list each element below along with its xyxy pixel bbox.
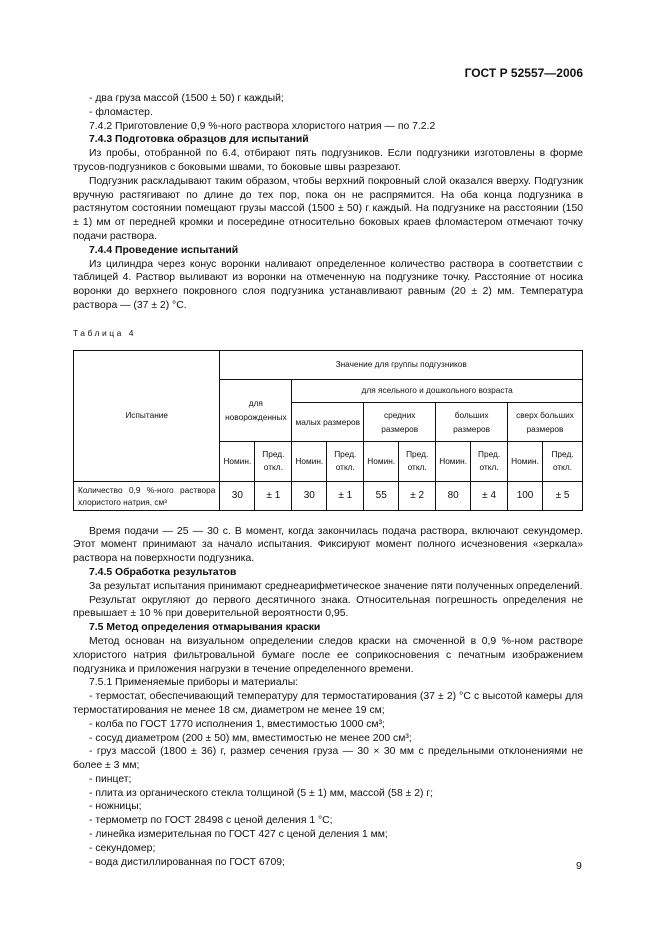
table-cell: ± 1 bbox=[327, 481, 364, 510]
paragraph: Из цилиндра через конус воронки наливают определенное количество раствора в соответствии с таблицей 4. Раствор выливают из воронки на отмеченную на подгузнике точку. Расстояние от носика воронки до верхнего покровного слоя подгузника устанавливают равным (20 ± 2) мм. Температура раствора — (37 ± 2) °С. bbox=[73, 258, 583, 311]
table-cell: ± 2 bbox=[399, 481, 436, 510]
table-header-group: малых размеров bbox=[292, 402, 364, 441]
list-item: - сосуд диаметром (200 ± 50) мм, вместимостью не менее 200 см³; bbox=[89, 732, 412, 744]
paragraph: Подгузник раскладывают таким образом, чтобы верхний покровный слой оказался вверху. Подгузник вручную растягивают по длине до тех пор, пока он не распрямится. На оба конца подгузника в растянутом состоянии помещают грузы массой (1500 ± 50) г каждый. На подгузнике на расстоянии (150 ± 1) мм от передней кромки и посередине относительно боковых краев фломастером отмечают точку подачи раствора. bbox=[73, 175, 583, 242]
paragraph: Метод основан на визуальном определении следов краски на смоченной в 0,9 %-ном растворе хлористого натрия фильтровальной бумаге после ее соприкосновения с печатным изображением подгузника и приложения нагрузки в течение определенного времени. bbox=[73, 635, 583, 675]
table-header-nom: Номин. bbox=[220, 441, 255, 481]
table-caption: Таблица 4 bbox=[73, 327, 136, 338]
table-header-group: больших размеров bbox=[436, 402, 508, 441]
section-heading: 7.5 Метод определения отмарывания краски bbox=[89, 622, 321, 634]
list-item: - термостат, обеспечивающий температуру для термостатирования (37 ± 2) °С с высотой камеры для термостатирования не менее 18 см, диаметром не менее 19 см; bbox=[73, 691, 583, 716]
list-item: - пинцет; bbox=[89, 773, 132, 785]
document-body bbox=[73, 92, 583, 869]
list-item: - ножницы; bbox=[89, 801, 142, 813]
table-row-label: Количество 0,9 %-ного раствора хлористого натрия, см³ bbox=[74, 481, 220, 510]
list-item: - вода дистиллированная по ГОСТ 6709; bbox=[89, 856, 285, 868]
paragraph: Результат округляют до первого десятичного знака. Относительная погрешность определения не превышает ± 10 % при доверительной вероятности 0,95. bbox=[73, 594, 583, 620]
table-header-dev: Пред. откл. bbox=[255, 441, 292, 481]
data-table bbox=[73, 350, 583, 511]
table-header-dev: Пред. откл. bbox=[399, 441, 436, 481]
table-header-nom: Номин. bbox=[436, 441, 471, 481]
table-header-dev: Пред. откл. bbox=[543, 441, 583, 481]
list-item: - термометр по ГОСТ 28498 с ценой деления 1 °С; bbox=[89, 815, 333, 827]
paragraph: - два груза массой (1500 ± 50) г каждый; bbox=[89, 93, 284, 104]
table-cell: 100 bbox=[508, 481, 543, 510]
table-header-newborn: для новорожденных bbox=[220, 379, 292, 441]
paragraph: Из пробы, отобранной по 6.4, отбирают пять подгузников. Если подгузники изготовлены в форме трусов-подгузников с боковыми швами, то боковые швы разрезают. bbox=[73, 148, 583, 173]
list-item: - колба по ГОСТ 1770 исполнения 1, вместимостью 1000 см³; bbox=[89, 718, 385, 730]
table-cell: ± 1 bbox=[255, 481, 292, 510]
table-cell: 30 bbox=[220, 481, 255, 510]
section-heading: 7.4.5 Обработка результатов bbox=[89, 566, 237, 578]
list-item: - плита из органического стекла толщиной (5 ± 1) мм, массой (58 ± 2) г; bbox=[89, 787, 434, 799]
paragraph: За результат испытания принимают среднеарифметическое значение пяти полученных определений. bbox=[89, 580, 583, 592]
table-header-nom: Номин. bbox=[364, 441, 399, 481]
page-number: 9 bbox=[576, 860, 582, 872]
paragraph: 7.4.2 Приготовление 0,9 %-ного раствора хлористого натрия — по 7.2.2 bbox=[89, 120, 436, 132]
section-heading: 7.4.4 Проведение испытаний bbox=[89, 244, 239, 256]
paragraph: Время подачи — 25 — 30 с. В момент, когда закончилась подача раствора, включают секундомер. Этот момент принимают за начало испытания. Фиксируют момент полного исчезновения «зеркала» раствора на поверхности подгузника. bbox=[73, 525, 583, 565]
table-header-nom: Номин. bbox=[508, 441, 543, 481]
paragraph: 7.5.1 Применяемые приборы и материалы: bbox=[89, 677, 299, 689]
table-cell: ± 5 bbox=[543, 481, 583, 510]
table-header-dev: Пред. откл. bbox=[471, 441, 508, 481]
list-item: - груз массой (1800 ± 36) г, размер сечения груза — 30 × 30 мм с предельными отклонениями не более ± 3 мм; bbox=[73, 746, 583, 772]
section-heading: 7.4.3 Подготовка образцов для испытаний bbox=[89, 134, 309, 146]
table-header-nom: Номин. bbox=[292, 441, 327, 481]
paragraph: - фломастер. bbox=[89, 106, 153, 118]
document-header: ГОСТ Р 52557—2006 bbox=[464, 66, 583, 80]
list-item: - линейка измерительная по ГОСТ 427 с ценой деления 1 мм; bbox=[89, 829, 388, 841]
table-header-preschool: для ясельного и дошкольного возраста bbox=[292, 379, 583, 402]
list-item: - секундомер; bbox=[89, 842, 156, 854]
table-header-value: Значение для группы подгузников bbox=[220, 350, 583, 379]
table-header-test: Испытание bbox=[74, 350, 220, 481]
table-header-dev: Пред. откл. bbox=[327, 441, 364, 481]
table-cell: 55 bbox=[364, 481, 399, 510]
table-header-group: средних размеров bbox=[364, 402, 436, 441]
table-header-group: сверх больших размеров bbox=[508, 402, 583, 441]
table-cell: 80 bbox=[436, 481, 471, 510]
table-cell: 30 bbox=[292, 481, 327, 510]
table-cell: ± 4 bbox=[471, 481, 508, 510]
